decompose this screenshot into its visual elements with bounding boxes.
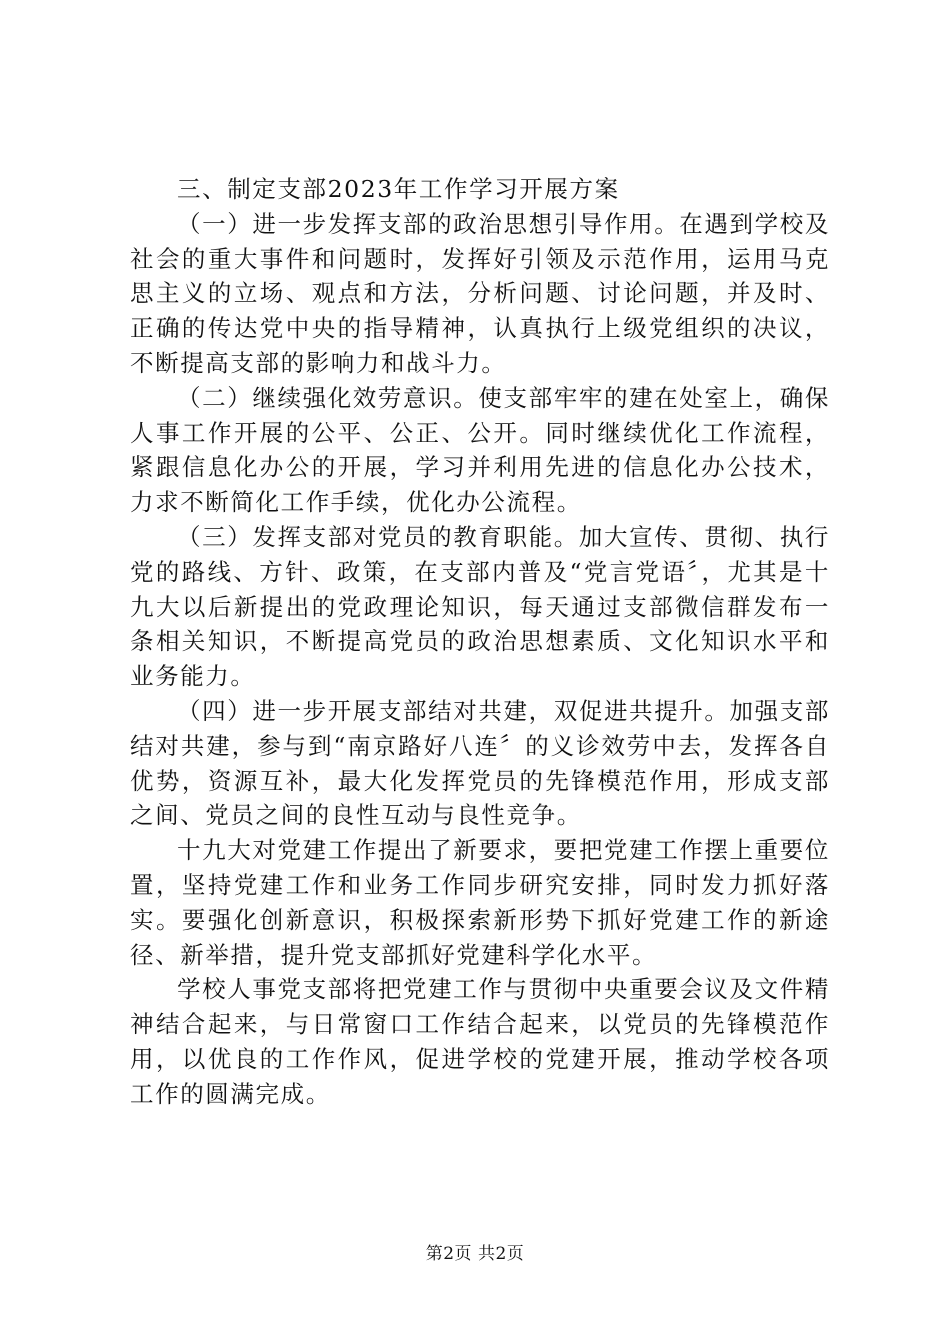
paragraph-item-2: （二）继续强化效劳意识。使支部牢牢的建在处室上，确保人事工作开展的公平、公正、公开。同时继续优化工作流程，紧跟信息化办公的开展，学习并利用先进的信息化办公技术，力求不断简化工作手续，优化办公流程。 [130, 383, 830, 517]
document-body [130, 172, 830, 1112]
paragraph-requirements: 十九大对党建工作提出了新要求，要把党建工作摆上重要位置，坚持党建工作和业务工作同步研究安排，同时发力抓好落实。要强化创新意识，积极探索新形势下抓好党建工作的新途径、新举措，提升党支部抓好党建科学化水平。 [130, 836, 830, 969]
paragraph-item-3: （三）发挥支部对党员的教育职能。加大宣传、贯彻、执行党的路线、方针、政策，在支部内普及“党言党语〞，尤其是十九大以后新提出的党政理论知识，每天通过支部微信群发布一条相关知识，不断提高党员的政治思想素质、文化知识水平和业务能力。 [130, 522, 830, 691]
paragraph-item-1: （一）进一步发挥支部的政治思想引导作用。在遇到学校及社会的重大事件和问题时，发挥好引领及示范作用，运用马克思主义的立场、观点和方法，分析问题、讨论问题，并及时、正确的传达党中央的指导精神，认真执行上级党组织的决议，不断提高支部的影响力和战斗力。 [130, 209, 830, 377]
section-heading: 三、制定支部2023年工作学习开展方案 [177, 175, 620, 203]
page-footer: 第2页 共2页 [425, 1244, 525, 1264]
paragraph-item-4: （四）进一步开展支部结对共建，双促进共提升。加强支部结对共建，参与到“南京路好八连〞的义诊效劳中去，发挥各自优势，资源互补，最大化发挥党员的先锋模范作用，形成支部之间、党员之间的良性互动与良性竞争。 [130, 696, 830, 830]
paragraph-conclusion: 学校人事党支部将把党建工作与贯彻中央重要会议及文件精神结合起来，与日常窗口工作结合起来，以党员的先锋模范作用，以优良的工作作风，促进学校的党建开展，推动学校各项工作的圆满完成。 [130, 975, 830, 1108]
